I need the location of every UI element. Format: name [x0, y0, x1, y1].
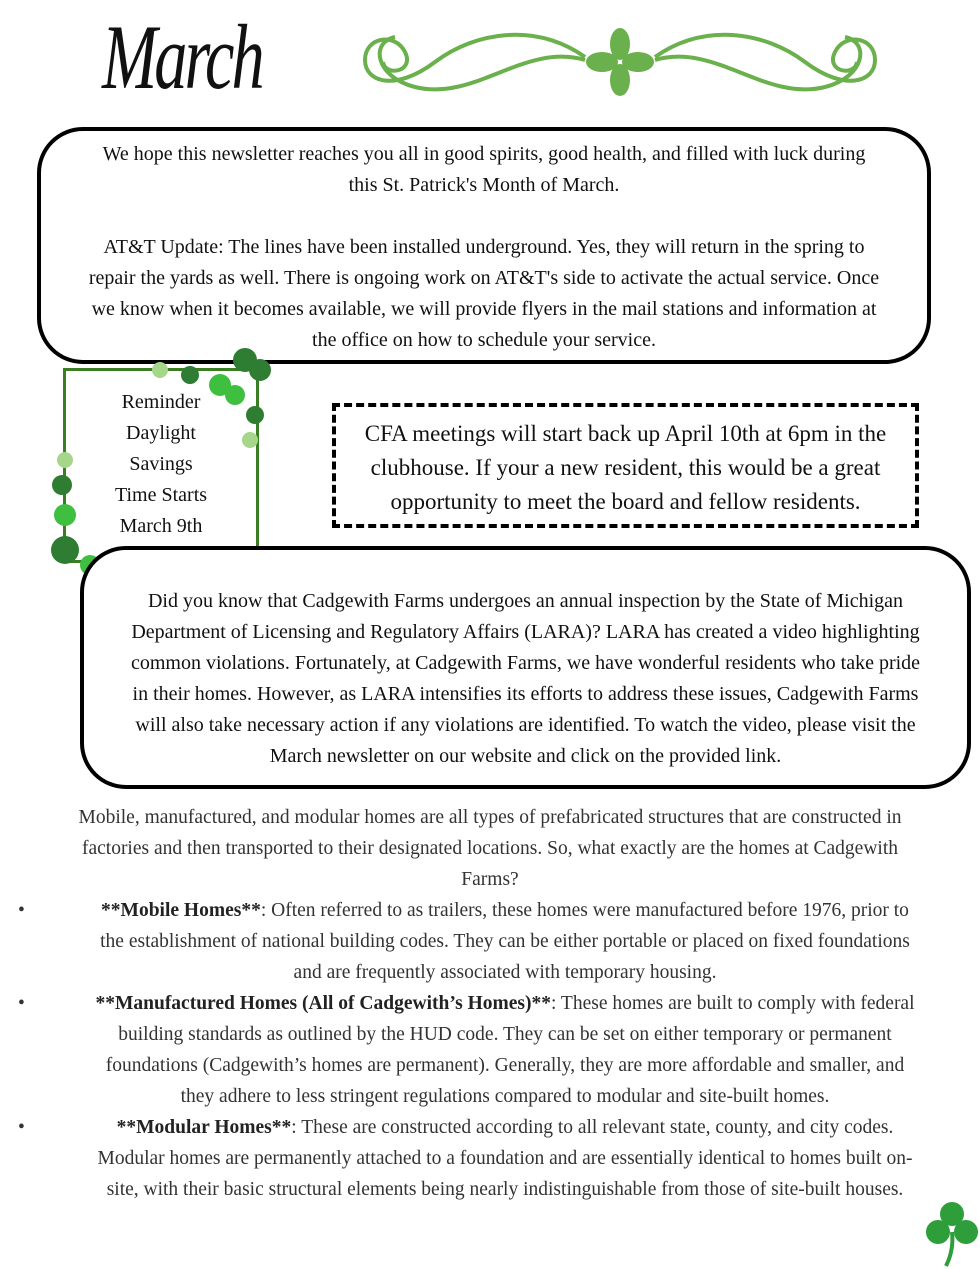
- bullet-line: : These homes are built to comply with federal: [550, 993, 915, 1014]
- att-line: AT&T Update: The lines have been installed underground. Yes, they will return in the spring to: [103, 236, 865, 258]
- lara-line: will also take necessary action if any violations are identified. To watch the video, please visit the: [135, 714, 916, 736]
- bullet-icon: •: [18, 993, 25, 1014]
- bullet-line: site, with their basic structural elements being nearly indistinguishable from those of site-built houses.: [106, 1179, 904, 1200]
- cfa-meetings-box: [332, 403, 919, 528]
- lara-box: [80, 546, 971, 789]
- cfa-line: CFA meetings will start back up April 10th at 6pm in the: [364, 421, 887, 446]
- bullet-term: **Mobile Homes**: [101, 900, 261, 921]
- reminder-line: Time Starts: [114, 484, 208, 506]
- intro-line: Mobile, manufactured, and modular homes are all types of prefabricated structures that are constructed in: [78, 807, 902, 828]
- lara-line: March newsletter on our website and click on the provided link.: [269, 745, 782, 767]
- lara-line: common violations. Fortunately, at Cadgewith Farms, we have wonderful residents who take pride: [130, 652, 921, 674]
- bullet-line: and are frequently associated with temporary housing.: [293, 962, 717, 983]
- bullet-line: they adhere to less stringent regulations compared to modular and site-built homes.: [180, 1086, 830, 1107]
- bullet-mobile-homes: [0, 895, 980, 988]
- intro-line: factories and then transported to their designated locations. So, what exactly are the homes at Cadgewith: [81, 838, 899, 859]
- intro-line: Farms?: [461, 869, 519, 890]
- bullet-term: **Manufactured Homes (All of Cadgewith’s Homes)**: [95, 993, 551, 1014]
- bullet-line: the establishment of national building codes. They can be either portable or placed on fixed foundations: [100, 931, 910, 952]
- reminder-line: Daylight: [126, 422, 196, 444]
- bullet-term: **Modular Homes**: [116, 1117, 292, 1138]
- bullet-icon: •: [18, 900, 25, 921]
- bullet-manufactured-homes: [0, 988, 980, 1112]
- shamrock-flourish-icon: [355, 22, 885, 102]
- lara-line: in their homes. However, as LARA intensifies its efforts to address these issues, Cadgewith Farms: [132, 683, 919, 705]
- reminder-line: Savings: [129, 453, 193, 475]
- intro-line: We hope this newsletter reaches you all in good spirits, good health, and filled with luck during: [102, 143, 866, 165]
- intro-line: this St. Patrick's Month of March.: [348, 174, 620, 196]
- bullet-line: : These are constructed according to all relevant state, county, and city codes.: [291, 1117, 894, 1138]
- homes-intro: [0, 802, 980, 895]
- bullet-modular-homes: [0, 1112, 980, 1205]
- cfa-line: opportunity to meet the board and fellow residents.: [390, 489, 861, 514]
- page-title: March: [102, 6, 262, 108]
- bullet-line: foundations (Cadgewith’s homes are permanent). Generally, they are more affordable and smaller, and: [105, 1055, 905, 1076]
- intro-box: [37, 127, 931, 364]
- bullet-line: building standards as outlined by the HUD code. They can be set on either temporary or permanent: [118, 1024, 892, 1045]
- homes-section: [0, 802, 980, 1205]
- bullet-line: : Often referred to as trailers, these homes were manufactured before 1976, prior to: [260, 900, 909, 921]
- cfa-line: clubhouse. If your a new resident, this would be a great: [370, 455, 881, 480]
- att-line: we know when it becomes available, we will provide flyers in the mail stations and information at: [91, 298, 877, 320]
- reminder-line: Reminder: [121, 391, 201, 413]
- bullet-line: Modular homes are permanently attached to a foundation and are essentially identical to homes built on-: [97, 1148, 913, 1169]
- shamrock-icon: [924, 1200, 980, 1269]
- lara-line: Department of Licensing and Regulatory Affairs (LARA)? LARA has created a video highlighting: [131, 621, 920, 643]
- bullet-icon: •: [18, 1117, 25, 1138]
- att-line: repair the yards as well. There is ongoing work on AT&T's side to activate the actual service. Once: [88, 267, 880, 289]
- lara-line: Did you know that Cadgewith Farms undergoes an annual inspection by the State of Michigan: [147, 590, 904, 612]
- att-line: the office on how to schedule your service.: [312, 329, 656, 351]
- reminder-line: March 9th: [119, 515, 203, 537]
